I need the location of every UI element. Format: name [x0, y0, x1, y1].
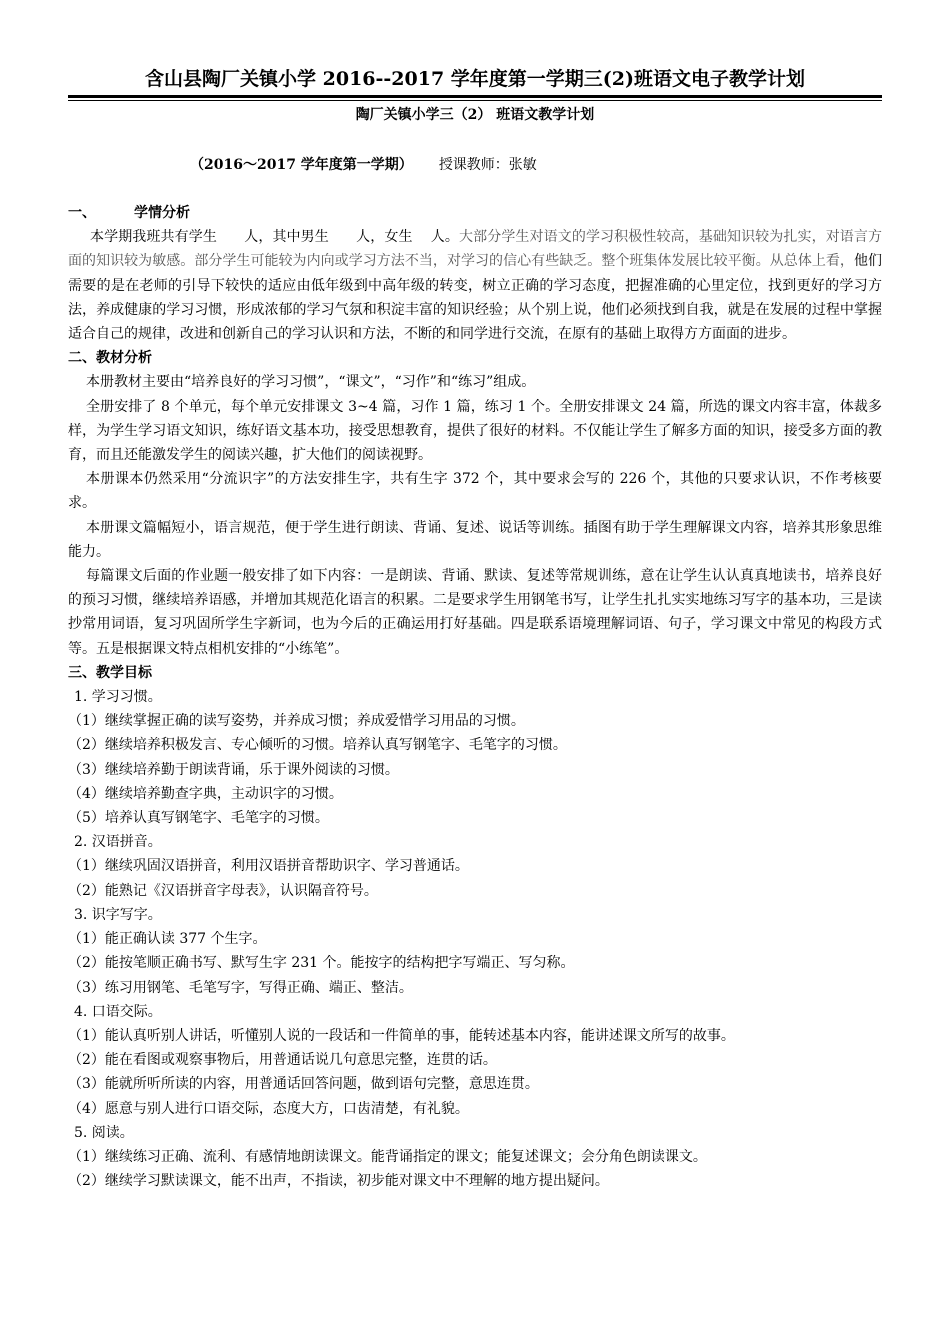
- paragraph-part: 大部分学生对语文的学习积极性较高，基础知识较为扎实，对语言方面的知识较为敏感。部分学生可能较为内向或学习方法不当，对学习的信心有些缺乏。整个班集体发展比较平衡。从总体上看，: [68, 229, 883, 270]
- title-rule-thin: [68, 100, 882, 101]
- list-item: （1）继续巩固汉语拼音，利用汉语拼音帮助识字、学习普通话。: [68, 858, 469, 875]
- term-line: [190, 154, 537, 176]
- section-number: 一、: [68, 205, 96, 221]
- paragraph: 全册安排了 8 个单元，每个单元安排课文 3~4 篇，习作 1 篇，练习 1 个。全册安排课文 24 篇，所选的课文内容丰富，体裁多样，为学生学习语文知识，练好语文基本功，接受思想教育，提供了很好的材料。不仅能让学生了解多方面的知识，接受多方面的教育，而且还能激发学生的阅读兴趣，扩大他们的阅读视野。: [68, 398, 882, 464]
- document-title: 含山县陶厂关镇小学 2016--2017 学年度第一学期三(2)班语文电子教学计划: [145, 68, 805, 90]
- goal-heading: 3. 识字写字。: [74, 906, 162, 923]
- paragraph-student-analysis: [68, 225, 882, 346]
- list-item: （2）能熟记《汉语拼音字母表》，认识隔音符号。: [68, 882, 378, 899]
- paragraph-part: 本学期我班共有学生 人，其中男生 人，女生 人。: [90, 229, 460, 246]
- title-rule-thick: [68, 95, 882, 98]
- list-item: （3）练习用钢笔、毛笔写字，写得正确、端正、整洁。: [68, 979, 413, 996]
- document-subtitle: 陶厂关镇小学三（2） 班语文教学计划: [355, 107, 595, 123]
- list-item: （1）能正确认读 377 个生字。: [68, 931, 267, 948]
- list-item: （2）继续培养积极发言、专心倾听的习惯。培养认真写钢笔字、毛笔字的习惯。: [68, 737, 567, 754]
- goal-heading: 1. 学习习惯。: [74, 689, 162, 706]
- document-body: [68, 201, 882, 1193]
- school-term: （2016～2017 学年度第一学期）: [190, 157, 413, 173]
- goal-heading: 5. 阅读。: [74, 1124, 134, 1141]
- teacher-name: 授课教师：张敏: [438, 157, 537, 173]
- section-heading-textbook: 二、教材分析: [68, 350, 152, 367]
- list-item: （3）继续培养勤于朗读背诵，乐于课外阅读的习惯。: [68, 761, 399, 778]
- list-item: （1）继续练习正确、流利、有感情地朗读课文。能背诵指定的课文；能复述课文；会分角色朗读课文。: [68, 1148, 707, 1165]
- list-item: （1）继续掌握正确的读写姿势，并养成习惯；养成爱惜学习用品的习惯。: [68, 713, 525, 730]
- paragraph-part: 他们需要的是在老师的引导下较快的适应由低年级到中高年级的转变，树立正确的学习态度，把握准确的心里定位，找到更好的学习方法，养成健康的学习习惯，形成浓郁的学习气氛和积淀丰富的知识经验；从个别上说，他们必须找到自我，就是在发展的过程中掌握适合自己的规律，改进和创新自己的学习认识和方法，不断的和同学进行交流，在原有的基础上取得方方面面的进步。: [68, 253, 883, 343]
- section-heading-analysis: [68, 201, 882, 225]
- section-heading-goals: 三、教学目标: [68, 664, 152, 681]
- list-item: （1）能认真听别人讲话，听懂别人说的一段话和一件简单的事，能转述基本内容，能讲述课文所写的故事。: [68, 1027, 735, 1044]
- list-item: （5）培养认真写钢笔字、毛笔字的习惯。: [68, 810, 329, 827]
- list-item: （4）愿意与别人进行口语交际，态度大方，口齿清楚，有礼貌。: [68, 1100, 469, 1117]
- list-item: （4）继续培养勤查字典，主动识字的习惯。: [68, 785, 343, 802]
- goal-heading: 4. 口语交际。: [74, 1003, 162, 1020]
- paragraph: 每篇课文后面的作业题一般安排了如下内容：一是朗读、背诵、默读、复述等常规训练，意在让学生认认真真地读书，培养良好的预习习惯，继续培养语感，并增加其规范化语言的积累。二是要求学生用钢笔书写，让学生扎扎实实地练习写字的基本功，三是读抄常用词语，复习巩固所学生字新词，也为今后的正确运用打好基础。四是联系语境理解词语、句子，学习课文中常见的构段方式等。五是根据课文特点相机安排的“小练笔”。: [68, 568, 882, 657]
- section-title: 学情分析: [134, 205, 190, 221]
- paragraph: 本册教材主要由“培养良好的学习习惯”，“课文”，“习作”和“练习”组成。: [86, 374, 536, 391]
- list-item: （3）能就所听所读的内容，用普通话回答问题，做到语句完整，意思连贯。: [68, 1076, 539, 1093]
- list-item: （2）能按笔顺正确书写、默写生字 231 个。能按字的结构把字写端正、写匀称。: [68, 955, 575, 972]
- goal-heading: 2. 汉语拼音。: [74, 834, 162, 851]
- list-item: （2）能在看图或观察事物后，用普通话说几句意思完整，连贯的话。: [68, 1052, 497, 1069]
- paragraph: 本册课本仍然采用“分流识字”的方法安排生字，共有生字 372 个，其中要求会写的 226 个，其他的只要求认识，不作考核要求。: [68, 471, 882, 512]
- list-item: （2）继续学习默读课文，能不出声，不指读，初步能对课文中不理解的地方提出疑问。: [68, 1173, 609, 1190]
- paragraph: 本册课文篇幅短小，语言规范，便于学生进行朗读、背诵、复述、说话等训练。插图有助于学生理解课文内容，培养其形象思维能力。: [68, 519, 882, 560]
